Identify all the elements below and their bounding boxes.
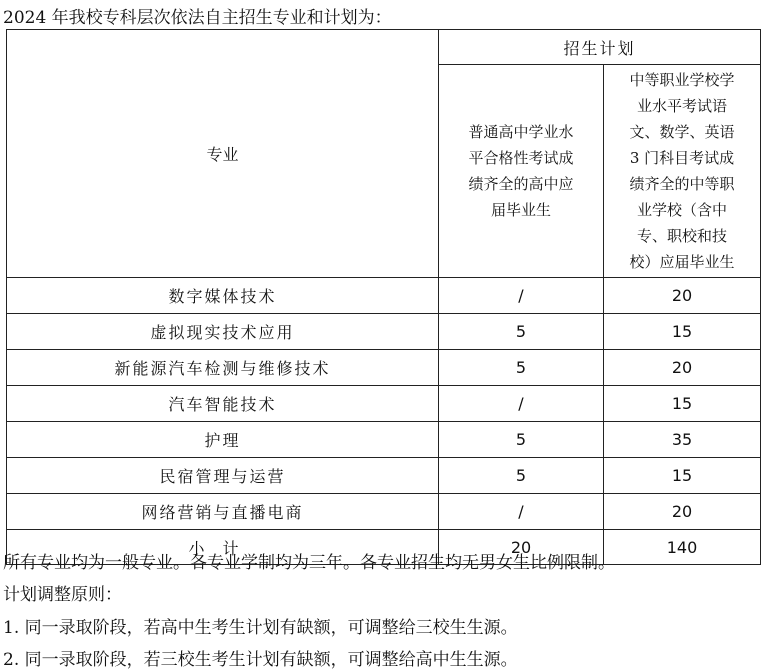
header-col2-line: 业水平考试语: [637, 97, 728, 115]
header-vocational-graduates: [604, 65, 761, 278]
header-col1-line: 届毕业生: [490, 201, 551, 219]
header-col1-line: 平合格性考试成: [468, 149, 574, 167]
adjustment-rule-2: 2. 同一录取阶段，若三校生考生计划有缺额，可调整给高中生生源。: [3, 650, 518, 670]
header-plan: 招生计划: [439, 30, 761, 65]
highschool-quota: /: [439, 494, 604, 530]
total-label: 小计: [7, 530, 439, 565]
major-name: 汽车智能技术: [7, 386, 439, 422]
highschool-quota: 5: [439, 350, 604, 386]
highschool-quota: /: [439, 386, 604, 422]
table-row: [7, 350, 761, 386]
major-name: 网络营销与直播电商: [7, 494, 439, 530]
header-col1-line: 普通高中学业水: [468, 123, 574, 141]
adjustment-rule-1: 1. 同一录取阶段，若高中生考生计划有缺额，可调整给三校生生源。: [3, 618, 518, 638]
vocational-quota: 35: [604, 422, 761, 458]
table-row: [7, 422, 761, 458]
total-vocational: 140: [604, 530, 761, 565]
vocational-quota: 20: [604, 278, 761, 314]
header-highschool-graduates: [439, 65, 604, 278]
table-row: [7, 314, 761, 350]
header-col2-line: 中等职业学校学: [629, 71, 735, 89]
table-row: [7, 386, 761, 422]
note-adjustment-heading: 计划调整原则：: [3, 585, 122, 605]
table-row: [7, 494, 761, 530]
header-col2-line: 专、职校和技: [637, 227, 728, 245]
header-major: 专业: [7, 30, 439, 278]
total-highschool: 20: [439, 530, 604, 565]
vocational-quota: 15: [604, 458, 761, 494]
header-col2-line: 校）应届毕业生: [629, 253, 735, 271]
major-name: 数字媒体技术: [7, 278, 439, 314]
highschool-quota: /: [439, 278, 604, 314]
enrollment-plan-table: [6, 29, 761, 565]
major-name: 民宿管理与运营: [7, 458, 439, 494]
highschool-quota: 5: [439, 458, 604, 494]
vocational-quota: 20: [604, 494, 761, 530]
header-col2-line: 3 门科目考试成: [629, 149, 735, 167]
intro-text: 2024 年我校专科层次依法自主招生专业和计划为：: [3, 8, 392, 28]
header-col2-line: 文、数学、英语: [629, 123, 735, 141]
vocational-quota: 15: [604, 314, 761, 350]
header-col2-line: 绩齐全的中等职: [629, 175, 735, 193]
major-name: 新能源汽车检测与维修技术: [7, 350, 439, 386]
vocational-quota: 20: [604, 350, 761, 386]
major-name: 虚拟现实技术应用: [7, 314, 439, 350]
highschool-quota: 5: [439, 314, 604, 350]
major-name: 护理: [7, 422, 439, 458]
vocational-quota: 15: [604, 386, 761, 422]
highschool-quota: 5: [439, 422, 604, 458]
note-general: 所有专业均为一般专业。各专业学制均为三年。各专业招生均无男女生比例限制。: [3, 553, 615, 573]
table-row: [7, 458, 761, 494]
table-row: [7, 278, 761, 314]
header-col2-line: 业学校（含中: [637, 201, 728, 219]
header-col1-line: 绩齐全的高中应: [468, 175, 574, 193]
